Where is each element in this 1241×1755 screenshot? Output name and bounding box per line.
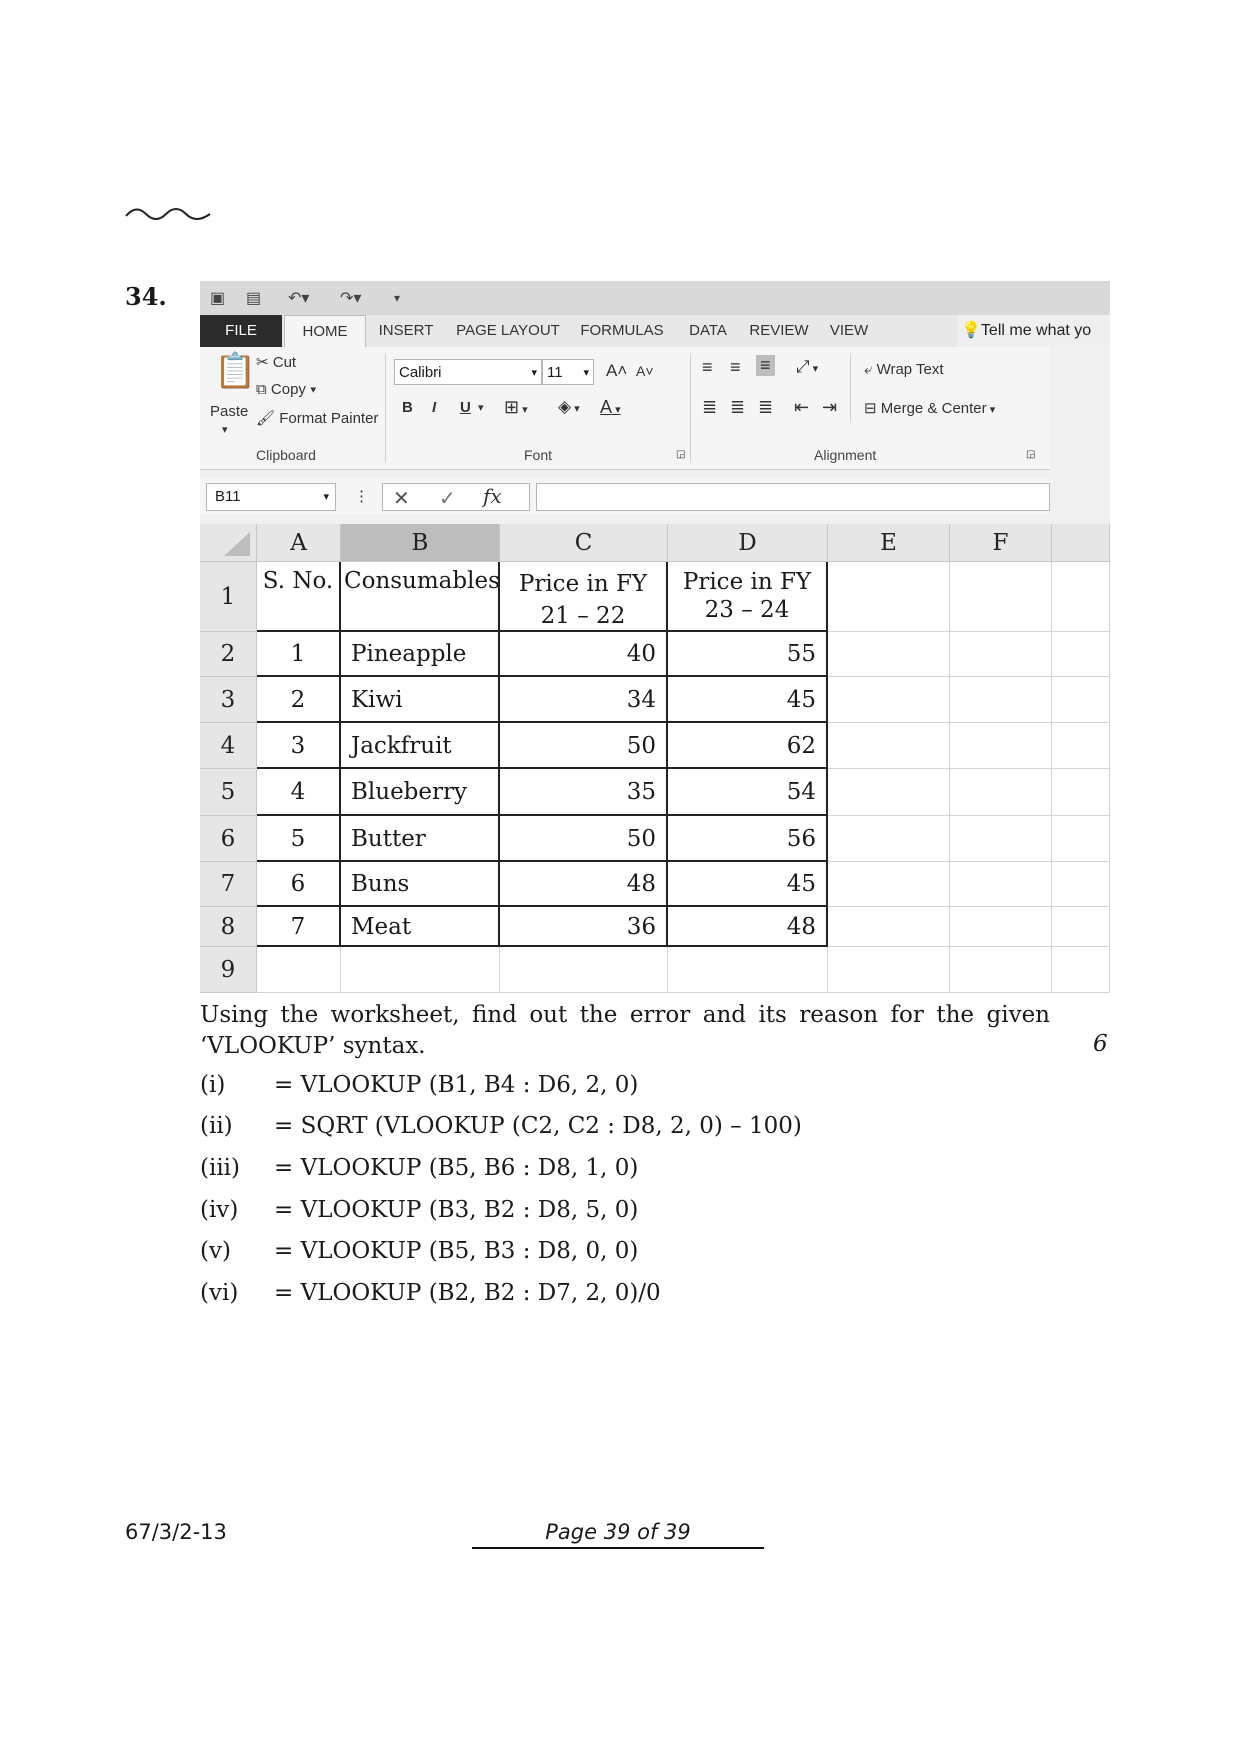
tab-file[interactable]: FILE	[200, 315, 282, 347]
format-painter-button[interactable]	[256, 409, 378, 427]
save-icon[interactable]: ▤	[246, 290, 262, 307]
orientation-icon[interactable]: ⤢ ▾	[796, 357, 819, 376]
cell-price-fy23-24[interactable]: 62	[668, 723, 828, 769]
select-all-corner[interactable]	[200, 524, 257, 562]
align-right-icon[interactable]: ≣	[758, 397, 774, 417]
font-name-select[interactable]	[394, 359, 542, 385]
insert-function-icon[interactable]: fx	[483, 484, 502, 508]
formula-input[interactable]	[536, 483, 1050, 511]
cell-sno[interactable]: 5	[257, 816, 341, 862]
alignment-dialog-launcher-icon[interactable]: ◲	[1026, 449, 1036, 460]
paper-code: 67/3/2-13	[125, 1520, 227, 1544]
row-header[interactable]: 3	[200, 677, 257, 723]
column-header[interactable]: C	[500, 524, 668, 562]
empty-cell[interactable]	[828, 862, 950, 907]
header-line: Price in FY	[682, 569, 812, 595]
increase-indent-icon[interactable]: ⇥	[822, 397, 838, 417]
tell-me-box[interactable]	[957, 315, 1110, 347]
font-size-value: 11	[547, 364, 563, 381]
cell-consumable[interactable]: Kiwi	[341, 677, 500, 723]
cell-sno[interactable]: 4	[257, 769, 341, 816]
divider	[385, 353, 386, 463]
paste-dropdown-icon[interactable]: ▾	[222, 424, 228, 436]
empty-cell[interactable]	[341, 947, 500, 993]
column-header[interactable]: D	[668, 524, 828, 562]
quick-access-toolbar	[200, 281, 1110, 315]
question-line-2: ‘VLOOKUP’ syntax.	[200, 1033, 426, 1059]
cell-sno[interactable]: 1	[257, 632, 341, 677]
option-formula: = VLOOKUP (B2, B2 : D7, 2, 0)/0	[274, 1280, 661, 1306]
cell-consumable[interactable]: Blueberry	[341, 769, 500, 816]
option-number: (ii)	[200, 1113, 233, 1139]
cell-price-fy23-24[interactable]: 45	[668, 862, 828, 907]
align-left-icon[interactable]: ≣	[702, 397, 718, 417]
option-number: (vi)	[200, 1280, 239, 1306]
empty-cell[interactable]	[1052, 723, 1110, 769]
name-box-value: B11	[215, 488, 241, 505]
paste-icon[interactable]: 📋	[214, 352, 257, 390]
merge-icon: ⊟	[864, 400, 881, 417]
font-dialog-launcher-icon[interactable]: ◲	[676, 449, 686, 460]
excel-screenshot	[200, 281, 1110, 993]
empty-cell[interactable]	[1052, 562, 1110, 632]
cut-label: Cut	[272, 354, 297, 371]
chevron-down-icon: ▾	[323, 491, 329, 503]
fill-color-icon[interactable]: ◈ ▾	[558, 397, 580, 416]
bottom-align-icon[interactable]: ≡	[756, 355, 775, 376]
empty-cell[interactable]	[950, 862, 1052, 907]
tab-review[interactable]: REVIEW	[749, 322, 809, 339]
row-header[interactable]: 1	[200, 562, 257, 632]
brush-icon: 🖌	[256, 410, 280, 427]
tab-view[interactable]: VIEW	[829, 322, 869, 339]
empty-cell[interactable]	[257, 947, 341, 993]
header-line: 21 – 22	[540, 603, 626, 629]
row-header[interactable]: 8	[200, 907, 257, 947]
merge-center-label: Merge & Center	[880, 400, 987, 417]
formula-controls	[382, 483, 530, 511]
increase-font-icon[interactable]: A˄	[606, 361, 628, 380]
cell-price-fy21-22[interactable]: 50	[500, 723, 668, 769]
row-header[interactable]: 4	[200, 723, 257, 769]
cell-price-fy21-22[interactable]: 35	[500, 769, 668, 816]
cell-price-fy21-22[interactable]: 36	[500, 907, 668, 947]
empty-cell[interactable]	[1052, 632, 1110, 677]
cell-sno[interactable]: 2	[257, 677, 341, 723]
cell-sno[interactable]: 7	[257, 907, 341, 947]
cell-consumable[interactable]: Butter	[341, 816, 500, 862]
header-cell-sno[interactable]: S. No.	[257, 562, 341, 632]
cell-price-fy23-24[interactable]: 55	[668, 632, 828, 677]
header-cell-price-fy23-24[interactable]	[668, 562, 828, 632]
group-label-clipboard: Clipboard	[256, 447, 316, 463]
cancel-icon[interactable]: ✕	[393, 488, 410, 510]
decrease-font-icon[interactable]: A˅	[636, 363, 654, 379]
ribbon-tabs	[200, 315, 1110, 347]
row-header[interactable]: 7	[200, 862, 257, 907]
bold-button[interactable]: B	[402, 399, 413, 416]
redo-icon[interactable]: ↷▾	[340, 290, 362, 307]
option-number: (iv)	[200, 1197, 239, 1223]
decrease-indent-icon[interactable]: ⇤	[794, 397, 810, 417]
empty-cell[interactable]	[1052, 862, 1110, 907]
empty-cell[interactable]	[950, 562, 1052, 632]
marks: 6	[1093, 1031, 1108, 1057]
column-header[interactable]: E	[828, 524, 950, 562]
cell-price-fy21-22[interactable]: 40	[500, 632, 668, 677]
empty-cell[interactable]	[950, 677, 1052, 723]
wrap-text-icon: ⤶	[864, 361, 877, 378]
option-formula: = VLOOKUP (B3, B2 : D8, 5, 0)	[274, 1197, 639, 1223]
chevron-down-icon[interactable]: ▾	[478, 402, 484, 414]
excel-logo-icon: ▣	[210, 290, 226, 307]
empty-cell[interactable]	[950, 769, 1052, 816]
enter-check-icon[interactable]: ✓	[439, 488, 456, 510]
question-number: 34.	[125, 282, 167, 311]
font-color-icon[interactable]: A ▾	[600, 397, 621, 417]
row-header[interactable]: 2	[200, 632, 257, 677]
empty-cell[interactable]	[500, 947, 668, 993]
row-header[interactable]: 9	[200, 947, 257, 993]
tab-insert[interactable]: INSERT	[378, 322, 434, 339]
page-number: Page 39 of 39	[472, 1520, 764, 1549]
format-painter-label: Format Painter	[279, 410, 379, 427]
empty-cell[interactable]	[950, 632, 1052, 677]
formula-bar	[200, 479, 1050, 515]
chevron-down-icon: ▾	[305, 381, 317, 398]
font-size-select[interactable]	[542, 359, 594, 385]
cell-price-fy23-24[interactable]: 48	[668, 907, 828, 947]
tell-me-label: Tell me what yo	[980, 322, 1092, 339]
undo-icon[interactable]: ↶▾	[288, 290, 310, 307]
cell-consumable[interactable]: Meat	[341, 907, 500, 947]
option-formula: = VLOOKUP (B5, B6 : D8, 1, 0)	[274, 1155, 639, 1181]
copy-icon: ⧉	[256, 381, 271, 398]
row-header[interactable]: 5	[200, 769, 257, 816]
empty-cell[interactable]	[828, 677, 950, 723]
customize-qat-icon[interactable]: ▾	[394, 291, 401, 305]
more-icon: ⋮	[354, 488, 369, 505]
cell-price-fy21-22[interactable]: 34	[500, 677, 668, 723]
cell-consumable[interactable]: Buns	[341, 862, 500, 907]
align-center-icon[interactable]: ≣	[730, 397, 746, 417]
empty-cell[interactable]	[950, 723, 1052, 769]
divider	[850, 353, 851, 423]
cell-sno[interactable]: 6	[257, 862, 341, 907]
header-line: Price in FY	[518, 571, 648, 597]
tab-data[interactable]: DATA	[689, 322, 727, 339]
tab-formulas[interactable]: FORMULAS	[580, 322, 664, 339]
empty-cell[interactable]	[950, 947, 1052, 993]
column-header[interactable]: B	[341, 524, 500, 562]
option-number: (i)	[200, 1072, 226, 1098]
cell-price-fy21-22[interactable]: 48	[500, 862, 668, 907]
empty-cell[interactable]	[1052, 947, 1110, 993]
paste-button[interactable]: Paste	[210, 403, 249, 420]
divider	[690, 353, 691, 463]
empty-cell[interactable]	[668, 947, 828, 993]
cell-sno[interactable]: 3	[257, 723, 341, 769]
empty-cell[interactable]	[828, 769, 950, 816]
empty-cell[interactable]	[950, 907, 1052, 947]
italic-button[interactable]: I	[432, 399, 437, 416]
tab-home[interactable]: HOME	[284, 315, 366, 349]
column-header[interactable]: A	[257, 524, 341, 562]
empty-cell[interactable]	[1052, 677, 1110, 723]
ribbon	[200, 347, 1050, 470]
option-number: (v)	[200, 1238, 231, 1264]
tab-page-layout[interactable]: PAGE LAYOUT	[456, 322, 560, 339]
underline-button[interactable]: U	[460, 399, 471, 416]
chevron-down-icon: ▾	[583, 367, 589, 379]
empty-cell[interactable]	[1052, 816, 1110, 862]
copy-button[interactable]	[256, 381, 316, 398]
scissors-icon: ✂	[256, 354, 273, 371]
group-label-alignment: Alignment	[814, 447, 877, 463]
empty-cell[interactable]	[950, 816, 1052, 862]
squiggle-mark	[124, 200, 214, 224]
header-cell-consumables[interactable]: Consumables	[341, 562, 500, 632]
empty-cell[interactable]	[828, 723, 950, 769]
select-all-icon	[200, 524, 257, 562]
row-header[interactable]: 6	[200, 816, 257, 862]
copy-label: Copy	[270, 381, 306, 398]
borders-icon[interactable]: ⊞ ▾	[504, 397, 528, 417]
header-cell-price-fy21-22[interactable]	[500, 562, 668, 632]
font-name-value: Calibri	[399, 364, 442, 381]
chevron-down-icon: ▾	[986, 404, 996, 416]
cell-consumable[interactable]: Pineapple	[341, 632, 500, 677]
cell-price-fy23-24[interactable]: 45	[668, 677, 828, 723]
chevron-down-icon: ▾	[531, 367, 537, 379]
wrap-text-button[interactable]	[864, 361, 944, 378]
top-align-icon[interactable]: ≡	[702, 357, 713, 377]
cut-button[interactable]	[256, 353, 296, 371]
cell-price-fy23-24[interactable]: 56	[668, 816, 828, 862]
empty-cell[interactable]	[1052, 769, 1110, 816]
empty-cell[interactable]	[828, 907, 950, 947]
empty-cell[interactable]	[828, 816, 950, 862]
cell-price-fy21-22[interactable]: 50	[500, 816, 668, 862]
option-number: (iii)	[200, 1155, 241, 1181]
option-formula: = VLOOKUP (B1, B4 : D6, 2, 0)	[274, 1072, 639, 1098]
question-line-1: Using the worksheet, find out the error and its reason for the given	[200, 1002, 1050, 1028]
column-header[interactable]	[1052, 524, 1110, 562]
header-line: 23 – 24	[704, 597, 790, 623]
empty-cell[interactable]	[828, 562, 950, 632]
option-formula: = VLOOKUP (B5, B3 : D8, 0, 0)	[274, 1238, 639, 1264]
wrap-text-label: Wrap Text	[876, 361, 944, 378]
empty-cell[interactable]	[1052, 907, 1110, 947]
question-text	[200, 1000, 1050, 1062]
empty-cell[interactable]	[828, 632, 950, 677]
option-formula: = SQRT (VLOOKUP (C2, C2 : D8, 2, 0) – 100)	[274, 1113, 802, 1139]
middle-align-icon[interactable]: ≡	[730, 357, 741, 377]
lightbulb-icon: 💡	[961, 322, 981, 339]
empty-cell[interactable]	[828, 947, 950, 993]
cell-consumable[interactable]: Jackfruit	[341, 723, 500, 769]
group-label-font: Font	[524, 447, 553, 463]
cell-price-fy23-24[interactable]: 54	[668, 769, 828, 816]
merge-center-button[interactable]	[864, 399, 995, 417]
column-header[interactable]: F	[950, 524, 1052, 562]
worksheet-grid	[200, 524, 1110, 993]
name-box[interactable]	[206, 483, 336, 511]
